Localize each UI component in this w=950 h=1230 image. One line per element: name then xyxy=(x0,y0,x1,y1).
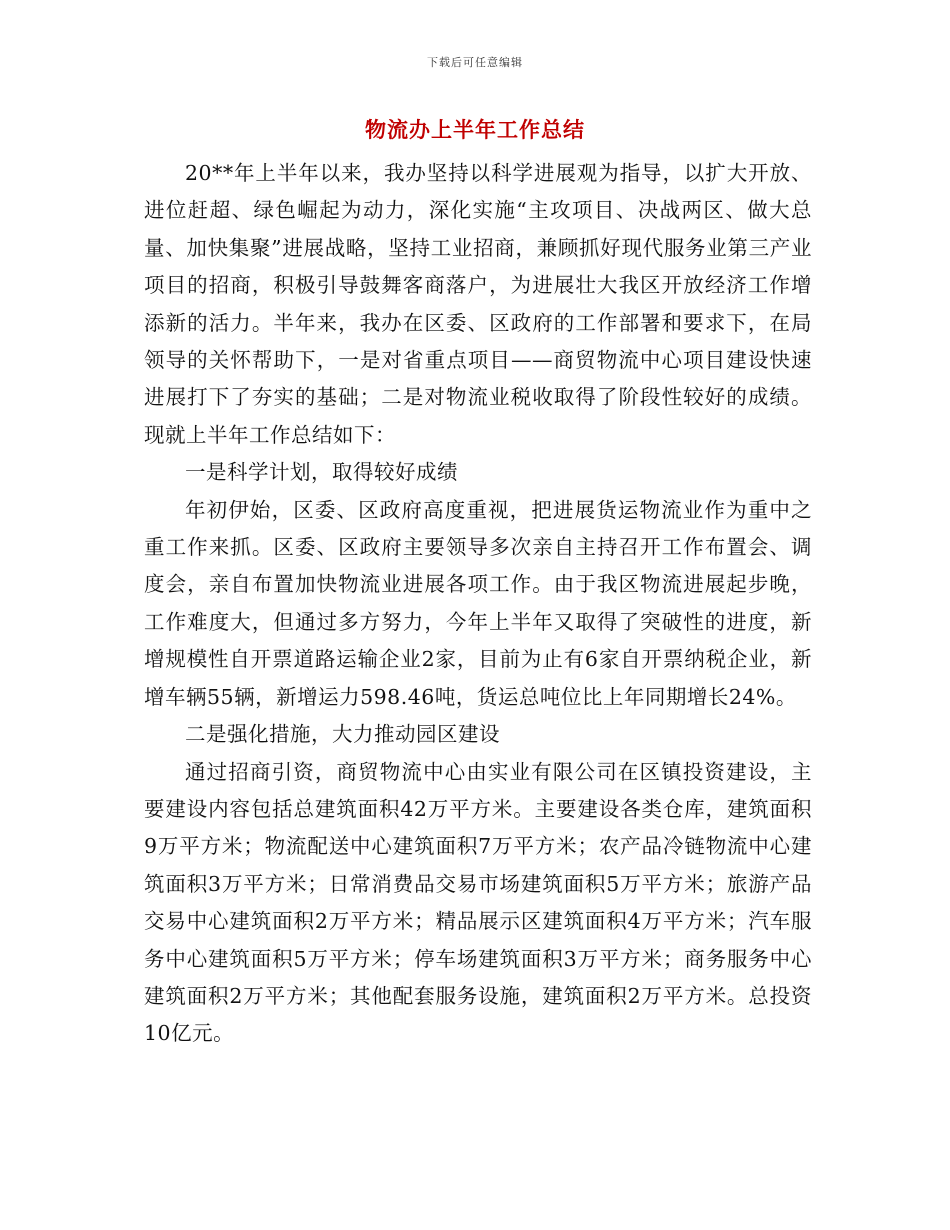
section-2-paragraph: 通过招商引资，商贸物流中心由实业有限公司在区镇投资建设，主要建设内容包括总建筑面积42万平方米。主要建设各类仓库，建筑面积9万平方米；物流配送中心建筑面积7万平方米；农产品冷链物流中心建筑面积3万平方米；日常消费品交易市场建筑面积5万平方米；旅游产品交易中心建筑面积2万平方米；精品展示区建筑面积4万平方米；汽车服务中心建筑面积5万平方米；停车场建筑面积3万平方米；商务服务中心建筑面积2万平方米；其他配套服务设施，建筑面积2万平方米。总投资10亿元。 xyxy=(144,759,812,1046)
section-heading-1: 一是科学计划，取得较好成绩 xyxy=(185,460,458,485)
document-body xyxy=(144,155,812,1053)
section-1-paragraph: 年初伊始，区委、区政府高度重视，把进展货运物流业作为重中之重工作来抓。区委、区政府主要领导多次亲自主持召开工作布置会、调度会，亲自布置加快物流业进展各项工作。由于我区物流进展起步晚，工作难度大，但通过多方努力，今年上半年又取得了突破性的进度，新增规模性自开票道路运输企业2家，目前为止有6家自开票纳税企业，新增车辆55辆，新增运力598.46吨，货运总吨位比上年同期增长24%。 xyxy=(144,497,812,709)
document-title: 物流办上半年工作总结 xyxy=(365,117,585,142)
intro-paragraph: 20**年上半年以来，我办坚持以科学进展观为指导，以扩大开放、进位赶超、绿色崛起为动力，深化实施“主攻项目、决战两区、做大总量、加快集聚”进展战略，坚持工业招商，兼顾抓好现代服务业第三产业项目的招商，积极引导鼓舞客商落户，为进展壮大我区开放经济工作增添新的活力。半年来，我办在区委、区政府的工作部署和要求下，在局领导的关怀帮助下，一是对省重点项目——商贸物流中心项目建设快速进展打下了夯实的基础；二是对物流业税收取得了阶段性较好的成绩。现就上半年工作总结如下： xyxy=(144,161,812,447)
page-header-note: 下载后可任意编辑 xyxy=(427,56,523,69)
section-heading-2: 二是强化措施，大力推动园区建设 xyxy=(185,722,500,747)
